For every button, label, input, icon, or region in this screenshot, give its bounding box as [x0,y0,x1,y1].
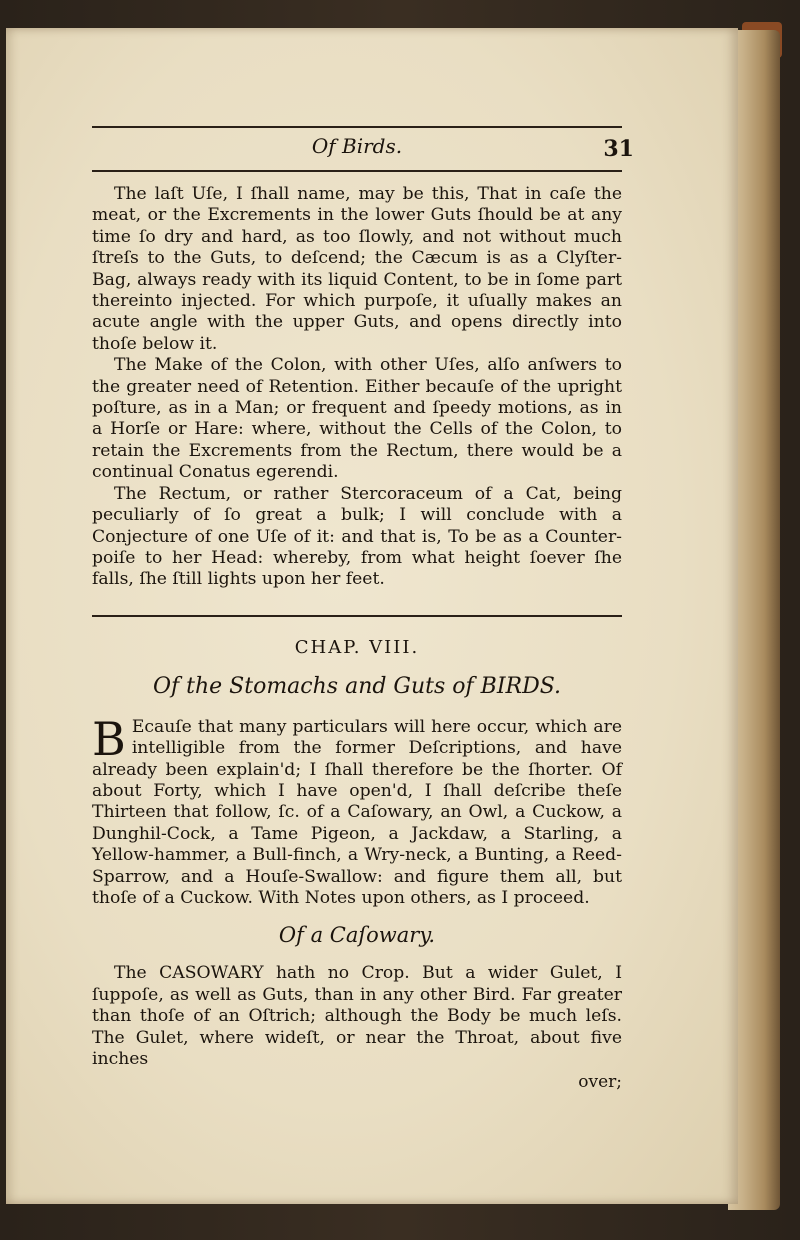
paragraph-colon: The Make of the Colon, with other Uſes, alſo anſwers to the greater need of Retention. Either becauſe of the upright poſture, as in a Man; or frequent and ſpeedy motions, as in a Horſe or Hare: where, without the Cells of the Colon, to retain the Excrements from the Rectum, there would be a continual Conatus egerendi. [92,355,622,483]
paragraph-last-use: The laſt Uſe, I ſhall name, may be this, That in caſe the meat, or the Excrements in the lower Guts ſhould be at any time ſo dry and hard, as too ſlowly, and not without much ſtreſs to the Guts, to deſcend; the Cæcum is as a Clyſter-Bag, always ready with its liquid Content, to be in ſome part thereinto injected. For which purpoſe, it uſually makes an acute angle with the upper Guts, and opens directly into thoſe below it. [92,184,622,354]
chapter-intro-text: Ecauſe that many particulars will here occur, which are intelligible from the former Deſcriptions, and have already been explain'd; I ſhall therefore be the ſhorter. Of about Forty, which I have open'd, I ſhall deſcribe theſe Thirteen that follow, ſc. of a Caſowary, an Owl, a Cuckow, a Dunghil-Cock, a Tame Pigeon, a Jackdaw, a Starling, a Yellow-hammer, a Bull-finch, a Wry-neck, a Bunting, a Reed-Sparrow, and a Houſe-Swallow: and figure them all, but thoſe of a Cuckow. With Notes upon others, as I proceed. [92,716,622,908]
chapter-label: CHAP. VIII. [294,636,420,658]
page-number: 31 [603,136,634,162]
running-head [92,126,634,172]
book-page [6,28,738,1204]
section-title: Of a Caſowary. [278,923,436,948]
catchword: over; [578,1072,622,1093]
chapter-title: Of the Stomachs and Guts of BIRDS. [152,673,562,699]
paragraph-casowary: The CASOWARY hath no Crop. But a wider Gulet, I ſuppoſe, as well as Guts, than in any other Bird. Far greater than thoſe of an Oſtrich; although the Body be much leſs. The Gulet, where wideſt, or near the Throat, about five inches [92,963,622,1069]
section-divider [92,615,622,617]
drop-cap: B [92,711,126,766]
paragraph-rectum: The Rectum, or rather Stercoraceum of a Cat, being peculiarly of ſo great a bulk; I will conclude with a Conjecture of one Uſe of it: and that is, To be as a Counter-poiſe to her Head: whereby, from what height ſoever ſhe falls, ſhe ſtill lights upon her feet. [92,483,622,590]
running-title: Of Birds. [311,134,403,158]
page-content [92,98,634,1093]
chapter-intro [92,711,622,910]
